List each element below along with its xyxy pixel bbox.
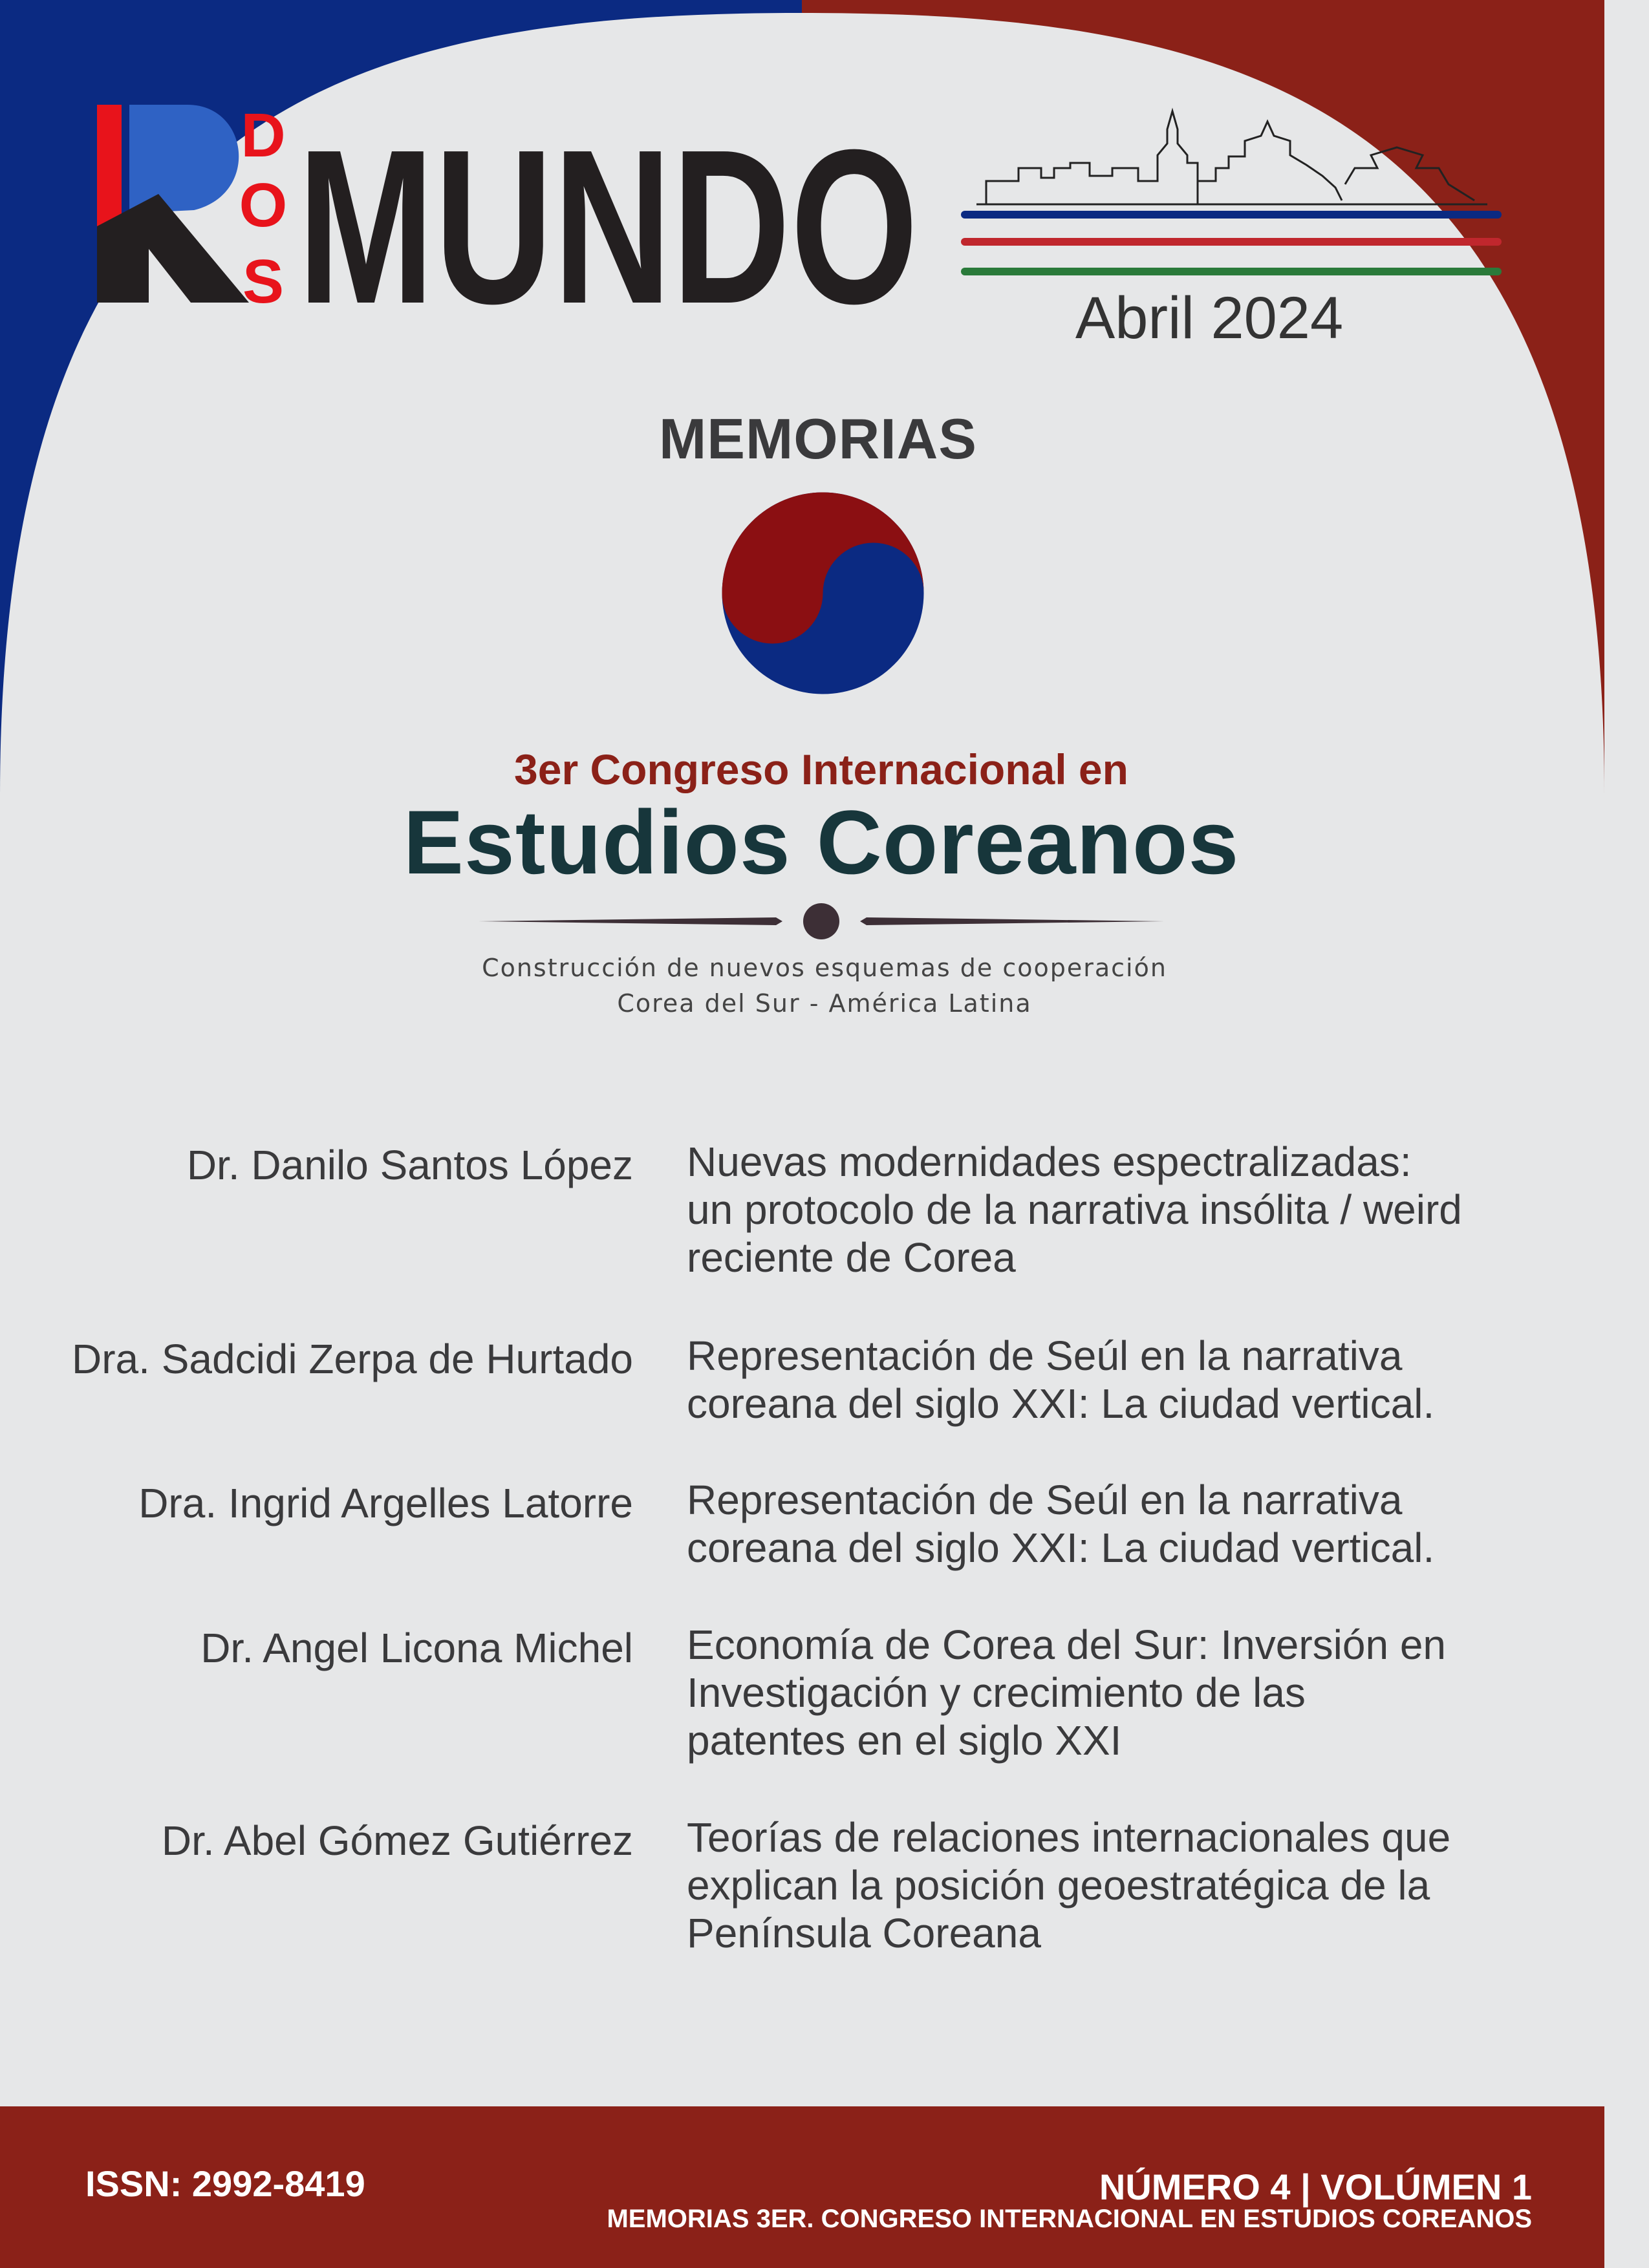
taegeuk-symbol: [718, 488, 928, 698]
paper-author: Dr. Danilo Santos López: [186, 1142, 633, 1188]
paper-title-line: Investigación y crecimiento de las: [687, 1669, 1306, 1716]
paper-title: [687, 1332, 1553, 1428]
logo-r-blue-bowl: [129, 105, 239, 213]
paper-title-line: Representación de Seúl en la narrativa: [687, 1332, 1403, 1379]
paper-title-line: Península Coreana: [687, 1910, 1041, 1956]
paper-title-line: un protocolo de la narrativa insólita / weird: [687, 1186, 1462, 1233]
paper-title-line: reciente de Corea: [687, 1234, 1016, 1281]
paper-title-line: Economía de Corea del Sur: Inversión en: [687, 1621, 1446, 1668]
paper-title: [687, 1621, 1553, 1764]
issue-number: NÚMERO 4 | VOLÚMEN 1: [1099, 2166, 1532, 2207]
congress-subtitle: 3er Congreso Internacional en: [514, 745, 1128, 793]
logo-dos-letter: D: [241, 101, 286, 170]
divider-left-spike: [479, 917, 782, 925]
city-skyline-illustration: [957, 103, 1513, 284]
issue-date: Abril 2024: [1075, 285, 1344, 351]
paper-title: [687, 1138, 1553, 1281]
paper-title: [687, 1813, 1553, 1957]
paper-title: [687, 1476, 1553, 1572]
paper-title-line: patentes en el siglo XXI: [687, 1717, 1122, 1764]
footer-note: MEMORIAS 3ER. CONGRESO INTERNACIONAL EN ESTUDIOS COREANOS: [607, 2205, 1532, 2233]
ornamental-divider: [479, 902, 1164, 941]
paper-title-line: Teorías de relaciones internacionales que: [687, 1814, 1451, 1861]
paper-author: Dra. Sadcidi Zerpa de Hurtado: [72, 1336, 633, 1382]
divider-right-spike: [860, 917, 1164, 925]
paper-author: Dr. Angel Licona Michel: [200, 1625, 633, 1671]
rdos-mundo-logo: [91, 97, 931, 350]
divider-center-dot: [803, 903, 839, 939]
logo-dos-letter: O: [239, 171, 288, 240]
skyline-outline: [986, 111, 1474, 204]
paper-title-line: explican la posición geoestratégica de la: [687, 1862, 1430, 1909]
congress-tagline: Corea del Sur - América Latina: [617, 989, 1032, 1018]
issn-label: ISSN: 2992-8419: [85, 2163, 365, 2204]
logo-dos-letter: S: [242, 247, 285, 316]
paper-title-line: Representación de Seúl en la narrativa: [687, 1477, 1403, 1523]
paper-title-line: coreana del siglo XXI: La ciudad vertical.: [687, 1380, 1435, 1427]
paper-title-line: coreana del siglo XXI: La ciudad vertical.: [687, 1524, 1435, 1571]
paper-author: Dra. Ingrid Argelles Latorre: [138, 1480, 633, 1526]
paper-author: Dr. Abel Gómez Gutiérrez: [161, 1817, 633, 1864]
congress-tagline: Construcción de nuevos esquemas de cooperación: [482, 954, 1167, 982]
logo-mundo-word: MUNDO: [297, 104, 918, 350]
paper-title-line: Nuevas modernidades espectralizadas:: [687, 1139, 1412, 1185]
congress-title: Estudios Coreanos: [403, 791, 1240, 893]
section-title: MEMORIAS: [659, 407, 977, 471]
